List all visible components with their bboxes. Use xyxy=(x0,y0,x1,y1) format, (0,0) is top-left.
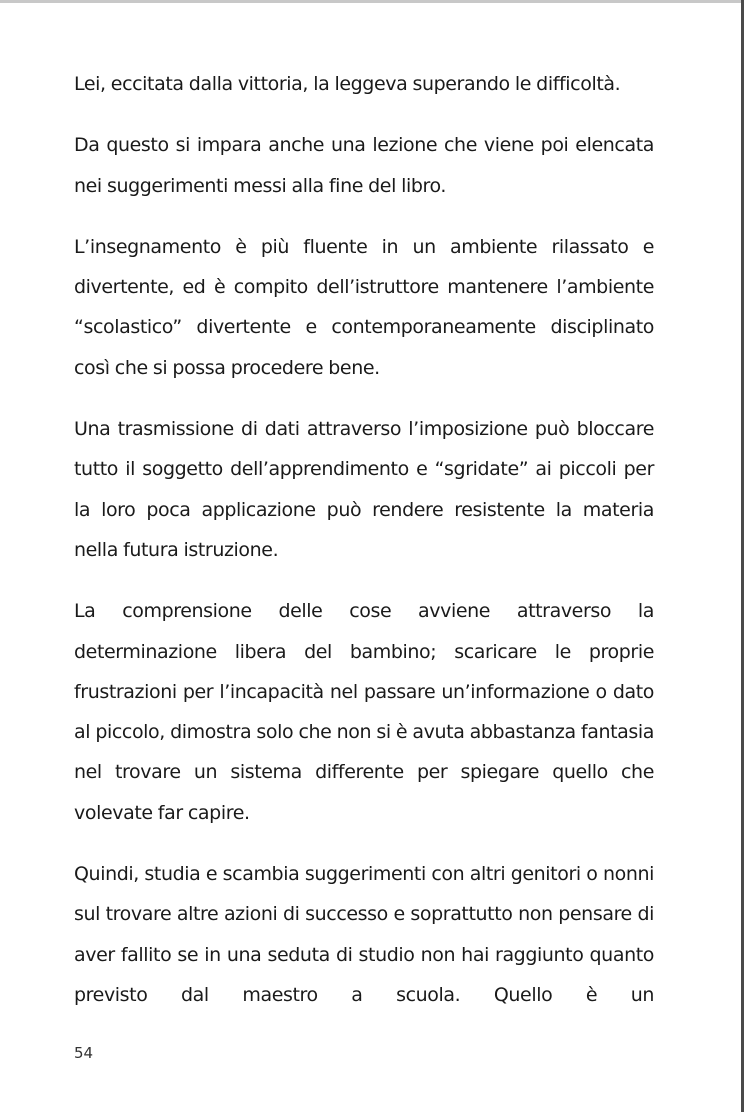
page-number: 54 xyxy=(74,1044,94,1062)
paragraph: L’insegnamento è più fluente in un ambiente rilassato e divertente, ed è compito dell’istruttore mantenere l’ambiente “scolastico” divertente e contemporaneamente disciplinato così che si possa procedere bene. xyxy=(74,235,654,379)
paragraph: Quindi, studia e scambia suggerimenti con altri genitori o nonni sul trovare altre azioni di successo e soprattutto non pensare di aver fallito se in una seduta di studio non hai raggiunto quanto previsto dal maestro a scuola. Quello è un xyxy=(74,863,654,1006)
page-body xyxy=(74,64,654,1036)
paragraph: La comprensione delle cose avviene attraverso la determinazione libera del bambino; scaricare le proprie frustrazioni per l’incapacità nel passare un’informazione o dato al piccolo, dimostra solo che non si è avuta abbastanza fantasia nel trovare un sistema differente per spiegare quello che volevate far capire. xyxy=(74,600,654,824)
paragraph: Da questo si impara anche una lezione che viene poi elencata nei suggerimenti messi alla fine del libro. xyxy=(74,134,654,197)
paragraph: Lei, eccitata dalla vittoria, la leggeva superando le difficoltà. xyxy=(74,73,621,95)
page-top-edge xyxy=(0,0,744,3)
paragraph: Una trasmissione di dati attraverso l’imposizione può bloccare tutto il soggetto dell’apprendimento e “sgridate” ai piccoli per la loro poca applicazione può rendere resistente la materia nella futura istruzione. xyxy=(74,418,654,561)
